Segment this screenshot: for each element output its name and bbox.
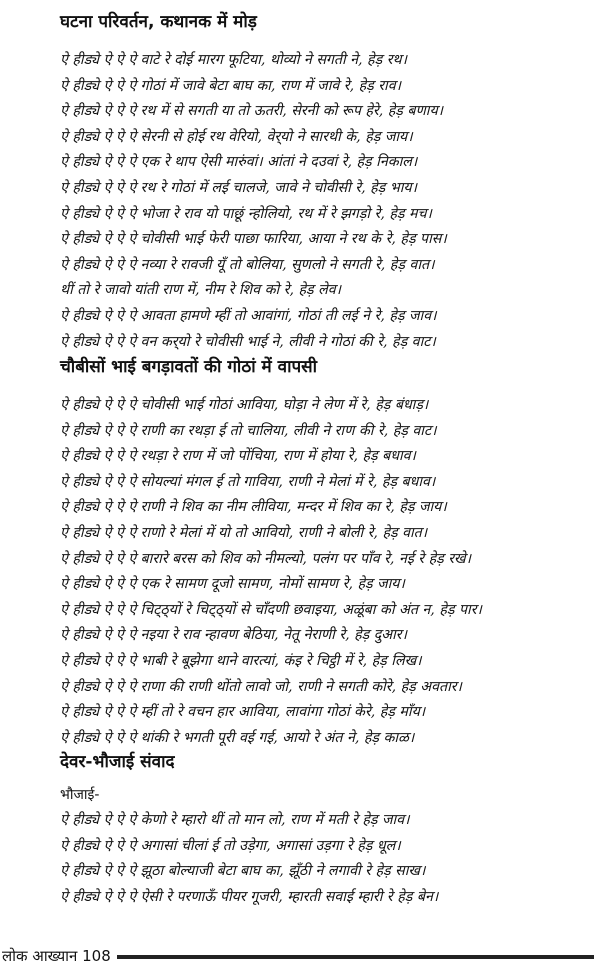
verse-line: ऐ हीड्ये ऐ ऐ ऐ म्हीं तो रे वचन हार आविया, लावांगा गोठां केरे, हेड़ माँय। xyxy=(60,704,426,721)
verse-line: ऐ हीड्ये ऐ ऐ ऐ राणी ने शिव का नीम लीविया, मन्दर में शिव का रे, हेड़ जाय। xyxy=(60,499,447,516)
verse-line: ऐ हीड्ये ऐ ऐ ऐ रथड़ा रे राण में जो पोंचिया, राण में होया रे, हेड़ बधाव। xyxy=(60,448,416,465)
footer-rule xyxy=(117,955,594,959)
section-heading: देवर-भौजाई संवाद xyxy=(60,752,175,772)
verse-block xyxy=(60,48,590,355)
section-return-home xyxy=(60,355,590,751)
verse-line: ऐ हीड्ये ऐ ऐ ऐ सोयल्यां मंगल ई तो गाविया, राणी ने मेलां में रे, हेड़ बधाव। xyxy=(60,473,436,490)
page-footer xyxy=(0,944,600,968)
verse-line: ऐ हीड्ये ऐ ऐ ऐ केणो रे म्हारो थीं तो मान लो, राण में मती रे हेड़ जाव। xyxy=(60,812,410,828)
verse-line: ऐ हीड्ये ऐ ऐ ऐ ऐसी रे परणाऊँ पीयर गूजरी, म्हारती सवाई म्हारी रे हेड़ बेन। xyxy=(60,888,439,905)
section-dialogue xyxy=(60,750,590,910)
verse-line: ऐ हीड्ये ऐ ऐ ऐ राणी का रथड़ा ई तो चालिया, लीवी ने राण की रे, हेड़ वाट। xyxy=(60,422,437,439)
verse-line: ऐ हीड्ये ऐ ऐ ऐ अगासां चीलां ई तो उड़ेगा, अगासां उड़गा रे हेड़ धूल। xyxy=(60,837,401,854)
verse-line: ऐ हीड्ये ऐ ऐ ऐ एक रे थाप ऐसी मारुंवां। आंतां ने दउवां रे, हेड़ निकाल। xyxy=(60,154,418,171)
verse-line: ऐ हीड्ये ऐ ऐ ऐ थांकी रे भगती पूरी वई गई, आयो रे अंत ने, हेड़ काळ। xyxy=(60,729,415,746)
verse-line: थीं तो रे जावो यांती राण में, नीम रे शिव को रे, हेड़ लेव। xyxy=(60,282,342,299)
verse-line: ऐ हीड्ये ऐ ऐ ऐ वाटे रे दोई मारग फूटिया, थोव्यो ने सगती ने, हेड़ रथ। xyxy=(60,52,407,68)
verse-line: ऐ हीड्ये ऐ ऐ ऐ रथ रे गोठां में लई चालजे, जावे ने चोवीसी रे, हेड़ भाय। xyxy=(60,179,417,196)
section-plot-twist xyxy=(60,10,590,355)
verse-line: ऐ हीड्ये ऐ ऐ ऐ चिट्ठ्यों रे चिट्ठ्यों से चाँदणी छवाइया, अळूंबा को अंत न, हेड़ पार। xyxy=(60,601,482,618)
speaker-label: भौजाई- xyxy=(60,787,100,803)
verse-line: ऐ हीड्ये ऐ ऐ ऐ चोवीसी भाई गोठां आविया, घोड़ा ने लेण में रे, हेड़ बंधाड़। xyxy=(60,397,429,413)
verse-line: ऐ हीड्ये ऐ ऐ ऐ राणा की राणी थोंतो लावो जो, राणी ने सगती कोरे, हेड़ अवतार। xyxy=(60,678,462,695)
verse-line: ऐ हीड्ये ऐ ऐ ऐ राणो रे मेलां में यो तो आवियो, राणी ने बोली रे, हेड़ वात। xyxy=(60,524,428,541)
footer-page-label: लोक आख्यान 108 xyxy=(2,947,111,965)
verse-line: ऐ हीड्ये ऐ ऐ ऐ रथ में से सगती या तो ऊतरी, सेरनी को रूप हेरे, हेड़ बणाय। xyxy=(60,103,444,120)
verse-line: ऐ हीड्ये ऐ ऐ ऐ भोजा रे राव यो पाछूं न्होलियो, रथ में रे झगड़ो रे, हेड़ मच। xyxy=(60,205,432,222)
verse-line: ऐ हीड्ये ऐ ऐ ऐ नइया रे राव न्हावण बेठिया, नेतू नेराणी रे, हेड़ दुआर। xyxy=(60,627,407,644)
verse-line: ऐ हीड्ये ऐ ऐ ऐ आवता हामणे म्हीं तो आवांगां, गोठां ती लई ने रे, हेड़ जाव। xyxy=(60,307,437,324)
verse-line: ऐ हीड्ये ऐ ऐ ऐ गोठां में जावे बेटा बाघ का, राण में जावे रे, हेड़ राव। xyxy=(60,77,401,94)
verse-line: ऐ हीड्ये ऐ ऐ ऐ एक रे सामण दूजो सामण, नोमों सामण रे, हेड़ जाय। xyxy=(60,576,405,593)
verse-line: ऐ हीड्ये ऐ ऐ ऐ नव्या रे रावजी यूँ तो बोलिया, सुणलो ने सगती रे, हेड़ वात। xyxy=(60,256,435,273)
verse-block xyxy=(60,393,590,751)
verse-line: ऐ हीड्ये ऐ ऐ ऐ भाबी रे बूझेगा थाने वारत्यां, कंइ रे चिट्ठी में रे, हेड़ लिख। xyxy=(60,652,422,669)
verse-line: ऐ हीड्ये ऐ ऐ ऐ बारारे बरस को शिव को नीमल्यो, पलंग पर पाँव रे, नई रे हेड़ रखे। xyxy=(60,550,472,567)
verse-line: ऐ हीड्ये ऐ ऐ ऐ सेरनी से होई रथ वेरियो, वेर्‌यो ने सारथी के, हेड़ जाय। xyxy=(60,128,413,145)
verse-line: ऐ हीड्ये ऐ ऐ ऐ चोवीसी भाई फेरी पाछा फारिया, आया ने रथ के रे, हेड़ पास। xyxy=(60,231,447,248)
verse-line: ऐ हीड्ये ऐ ऐ ऐ वन कर्‌यो रे चोवीसी भाई ने, लीवी ने गोठां की रे, हेड़ वाट। xyxy=(60,333,436,350)
section-heading: घटना परिवर्तन, कथानक में मोड़ xyxy=(60,12,257,32)
verse-line: ऐ हीड्ये ऐ ऐ ऐ झूठा बोल्याजी बेटा बाघ का, झूँठी ने लगावी रे हेड़ साख। xyxy=(60,863,426,880)
section-heading: चौबीसों भाई बगड़ावतों की गोठां में वापसी xyxy=(60,357,318,377)
verse-block xyxy=(60,808,590,910)
